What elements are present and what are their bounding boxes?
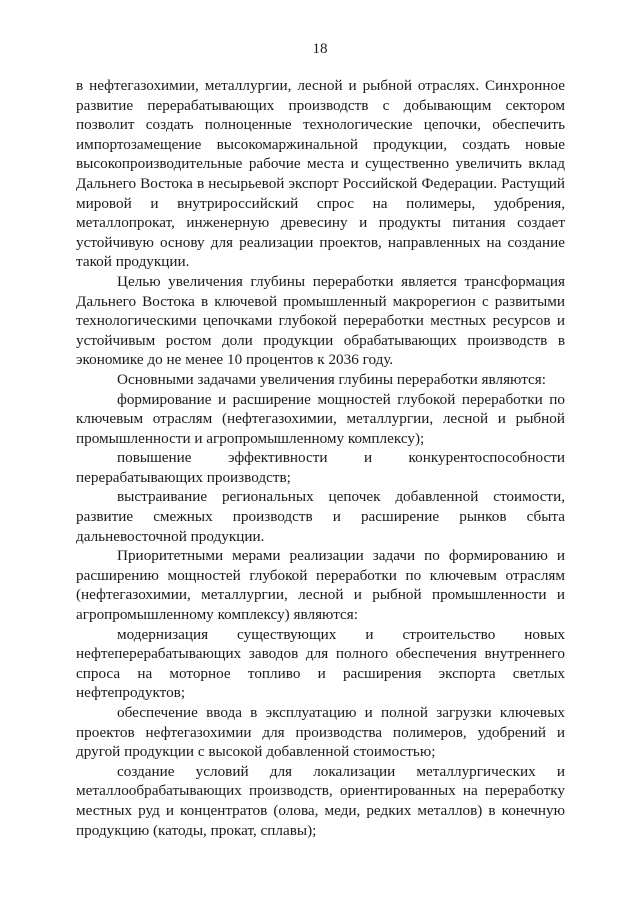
paragraph-goal: Целью увеличения глубины переработки является трансформация Дальнего Востока в ключевой промышленный макрорегион с развитыми технологическими цепочками глубокой переработки местных ресурсов и устойчивым ростом доли продукции обрабатывающих производств в экономике до не менее 10 процентов к 2036 году. [76, 272, 565, 369]
list-item-task: формирование и расширение мощностей глубокой переработки по ключевым отраслям (нефтегазохимии, металлургии, лесной и рыбной промышленности и агропромышленному комплексу); [76, 390, 565, 447]
list-item-measure: создание условий для локализации металлургических и металлообрабатывающих производств, ориентированных на переработку местных руд и концентратов (олова, меди, редких металлов) в конечную продукцию (катоды, прокат, сплавы); [76, 762, 565, 839]
paragraph-measures-intro: Приоритетными мерами реализации задачи по формированию и расширению мощностей глубокой переработки по ключевым отраслям (нефтегазохимии, металлургии, лесной и рыбной промышленности и агропромышленному комплексу) являются: [76, 547, 565, 624]
page-number: 18 [312, 41, 328, 57]
document-body [76, 76, 565, 840]
list-item-task: выстраивание региональных цепочек добавленной стоимости, развитие смежных производств и расширение рынков сбыта дальневосточной продукции. [76, 488, 565, 545]
list-item-task: повышение эффективности и конкурентоспособности перерабатывающих производств; [76, 449, 565, 486]
list-item-measure: модернизация существующих и строительство новых нефтеперерабатывающих заводов для полного обеспечения внутреннего спроса на моторное топливо и расширения экспорта светлых нефтепродуктов; [76, 625, 565, 702]
paragraph-tasks-intro: Основными задачами увеличения глубины переработки являются: [117, 370, 546, 388]
paragraph-continuation: в нефтегазохимии, металлургии, лесной и рыбной отраслях. Синхронное развитие перерабатывающих производств с добывающим сектором позволит создать полноценные технологические цепочки, обеспечить импортозамещение высокомаржинальной продукции, создать новые высокопроизводительные рабочие места и существенно увеличить вклад Дальнего Востока в несырьевой экспорт Российской Федерации. Растущий мировой и внутрироссийский спрос на полимеры, удобрения, металлопрокат, инженерную древесину и продукты питания создает устойчивую основу для реализации проектов, направленных на создание такой продукции. [76, 77, 565, 271]
list-item-measure: обеспечение ввода в эксплуатацию и полной загрузки ключевых проектов нефтегазохимии для производства полимеров, удобрений и другой продукции с высокой добавленной стоимостью; [76, 704, 565, 761]
